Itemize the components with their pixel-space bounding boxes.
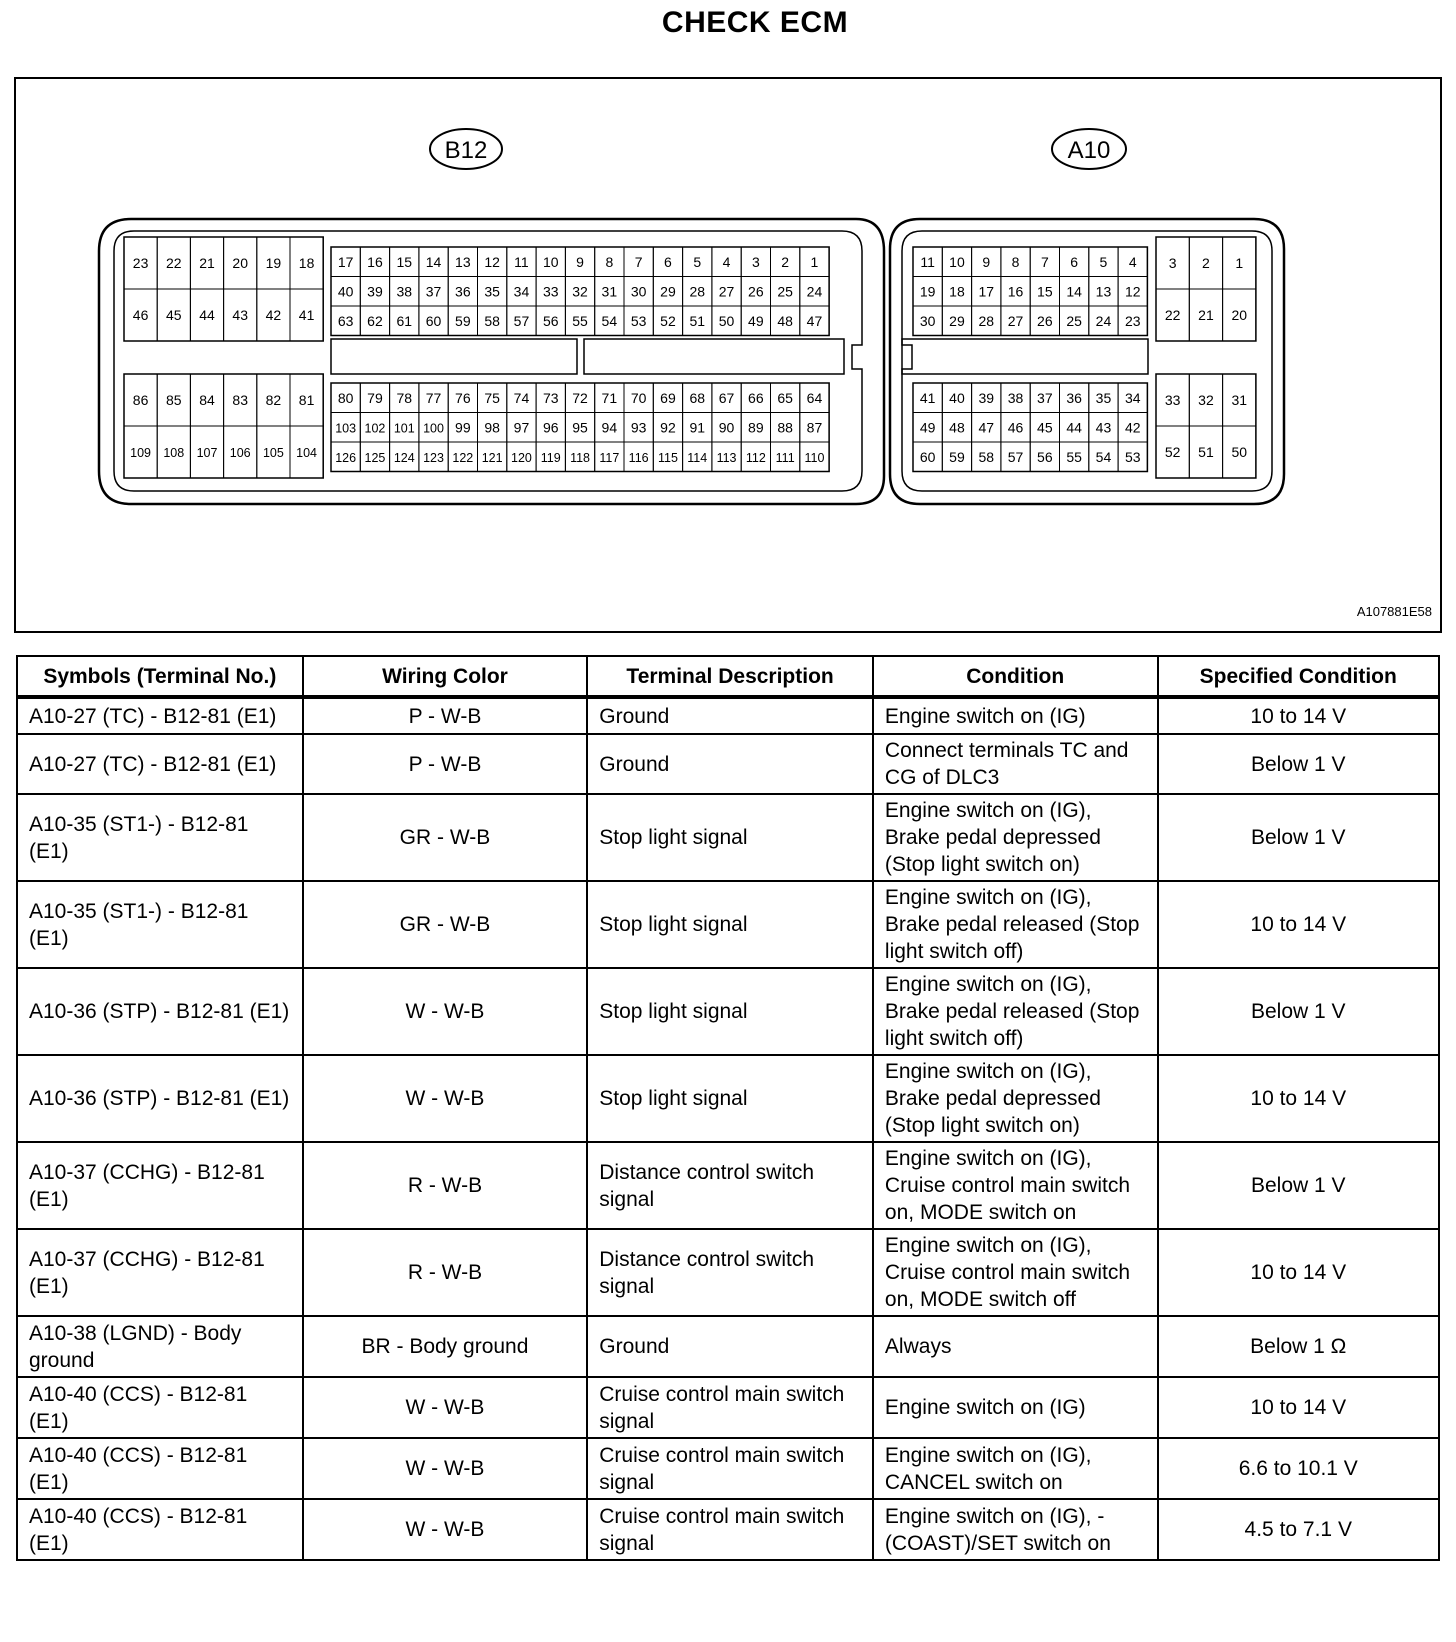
cell-condition: Engine switch on (IG), Cruise control main switch on, MODE switch off bbox=[873, 1229, 1158, 1316]
terminal-number: 87 bbox=[806, 419, 823, 436]
terminal-number: 10 bbox=[949, 253, 965, 270]
b12-key-slot-left bbox=[331, 339, 577, 374]
terminal-number: 6 bbox=[1070, 253, 1079, 270]
page-title: CHECK ECM bbox=[661, 6, 849, 39]
cell-description: Cruise control main switch signal bbox=[587, 1499, 873, 1560]
cell-condition: Always bbox=[873, 1316, 1158, 1377]
terminal-number: 49 bbox=[748, 312, 764, 329]
terminal-number: 51 bbox=[1198, 444, 1214, 460]
terminal-number: 31 bbox=[601, 283, 618, 300]
terminal-number: 3 bbox=[1168, 255, 1177, 271]
terminal-number: 73 bbox=[542, 389, 559, 406]
cell-wiring-color: R - W-B bbox=[303, 1142, 588, 1229]
terminal-number: 32 bbox=[572, 283, 588, 300]
terminal-number: 77 bbox=[425, 389, 442, 406]
terminal-number: 29 bbox=[660, 283, 676, 300]
terminal-number: 36 bbox=[455, 283, 471, 300]
terminal-number: 25 bbox=[777, 283, 793, 300]
terminal-number: 110 bbox=[804, 450, 825, 465]
terminal-number: 14 bbox=[425, 253, 442, 270]
terminal-number: 113 bbox=[716, 450, 737, 465]
cell-specified-condition: 10 to 14 V bbox=[1158, 1377, 1439, 1438]
terminal-number: 118 bbox=[570, 450, 591, 465]
terminal-number: 59 bbox=[949, 448, 965, 465]
terminal-number: 117 bbox=[599, 450, 620, 465]
terminal-number: 33 bbox=[1164, 392, 1181, 408]
cell-specified-condition: Below 1 Ω bbox=[1158, 1316, 1439, 1377]
terminal-number: 104 bbox=[296, 446, 318, 460]
terminal-number: 29 bbox=[949, 312, 965, 329]
table-row bbox=[17, 697, 1439, 734]
terminal-number: 31 bbox=[1231, 392, 1248, 408]
terminal-number: 11 bbox=[514, 253, 529, 270]
cell-wiring-color: BR - Body ground bbox=[303, 1316, 588, 1377]
terminal-number: 66 bbox=[748, 389, 764, 406]
table-row bbox=[17, 1229, 1439, 1316]
a10-key-slot bbox=[902, 339, 1148, 374]
cell-specified-condition: 10 to 14 V bbox=[1158, 697, 1439, 734]
terminal-number: 69 bbox=[660, 389, 676, 406]
terminal-number: 107 bbox=[196, 446, 218, 460]
terminal-number: 59 bbox=[455, 312, 471, 329]
terminal-number: 85 bbox=[166, 392, 182, 408]
terminal-number: 24 bbox=[1095, 312, 1112, 329]
terminal-number: 40 bbox=[949, 389, 965, 406]
terminal-number: 100 bbox=[423, 421, 444, 436]
terminal-number: 28 bbox=[978, 312, 995, 329]
cell-wiring-color: P - W-B bbox=[303, 697, 588, 734]
cell-wiring-color: W - W-B bbox=[303, 968, 588, 1055]
terminal-number: 70 bbox=[630, 389, 647, 406]
table-row bbox=[17, 734, 1439, 794]
connector-diagram bbox=[16, 79, 1444, 635]
terminal-number: 30 bbox=[630, 283, 647, 300]
cell-condition: Engine switch on (IG) bbox=[873, 1377, 1158, 1438]
cell-wiring-color: W - W-B bbox=[303, 1377, 588, 1438]
terminal-number: 27 bbox=[718, 283, 735, 300]
terminal-number: 4 bbox=[1128, 253, 1137, 270]
terminal-number: 50 bbox=[718, 312, 735, 329]
cell-description: Stop light signal bbox=[587, 881, 873, 968]
terminal-number: 96 bbox=[542, 419, 559, 436]
terminal-number: 17 bbox=[978, 283, 995, 300]
terminal-number: 72 bbox=[572, 389, 588, 406]
cell-symbol: A10-40 (CCS) - B12-81 (E1) bbox=[17, 1438, 303, 1499]
terminal-number: 39 bbox=[978, 389, 995, 406]
terminal-number: 120 bbox=[511, 450, 532, 465]
terminal-number: 22 bbox=[1164, 307, 1181, 323]
terminal-number: 37 bbox=[425, 283, 442, 300]
cell-description: Cruise control main switch signal bbox=[587, 1438, 873, 1499]
terminal-number: 105 bbox=[262, 446, 284, 460]
cell-wiring-color: GR - W-B bbox=[303, 881, 588, 968]
terminal-number: 41 bbox=[298, 307, 315, 323]
cell-condition: Engine switch on (IG), Brake pedal released (Stop light switch off) bbox=[873, 881, 1158, 968]
terminal-number: 21 bbox=[199, 255, 215, 271]
header-terminal-description: Terminal Description bbox=[587, 656, 873, 697]
terminal-number: 9 bbox=[576, 253, 584, 270]
terminal-number: 39 bbox=[367, 283, 383, 300]
terminal-number: 84 bbox=[199, 392, 215, 408]
table-row bbox=[17, 1377, 1439, 1438]
terminal-number: 13 bbox=[1095, 283, 1112, 300]
cell-description: Ground bbox=[587, 1316, 873, 1377]
table-row bbox=[17, 1055, 1439, 1142]
table-header-row bbox=[17, 656, 1439, 697]
terminal-number: 18 bbox=[949, 283, 965, 300]
terminal-number: 81 bbox=[298, 392, 315, 408]
terminal-number: 26 bbox=[748, 283, 764, 300]
terminal-number: 17 bbox=[337, 253, 354, 270]
terminal-number: 126 bbox=[335, 450, 357, 465]
terminal-number: 42 bbox=[265, 307, 282, 323]
terminal-number: 27 bbox=[1007, 312, 1024, 329]
cell-condition: Engine switch on (IG) bbox=[873, 697, 1158, 734]
terminal-number: 26 bbox=[1037, 312, 1053, 329]
terminal-number: 124 bbox=[393, 450, 415, 465]
terminal-number: 11 bbox=[920, 253, 935, 270]
terminal-number: 116 bbox=[628, 450, 649, 465]
terminal-number: 23 bbox=[1124, 312, 1141, 329]
terminal-number: 22 bbox=[166, 255, 182, 271]
header-condition: Condition bbox=[873, 656, 1158, 697]
cell-specified-condition: 10 to 14 V bbox=[1158, 881, 1439, 968]
terminal-number: 88 bbox=[777, 419, 793, 436]
cell-wiring-color: W - W-B bbox=[303, 1055, 588, 1142]
cell-condition: Engine switch on (IG), CANCEL switch on bbox=[873, 1438, 1158, 1499]
terminal-number: 98 bbox=[484, 419, 500, 436]
cell-symbol: A10-27 (TC) - B12-81 (E1) bbox=[17, 734, 303, 794]
cell-description: Stop light signal bbox=[587, 968, 873, 1055]
terminal-number: 60 bbox=[919, 448, 936, 465]
b12-key-slot-right bbox=[584, 339, 844, 374]
b12-label: B12 bbox=[444, 137, 488, 164]
terminal-number: 53 bbox=[1124, 448, 1141, 465]
terminal-number: 46 bbox=[1007, 419, 1024, 436]
terminal-number: 52 bbox=[1164, 444, 1181, 460]
terminal-number: 25 bbox=[1066, 312, 1082, 329]
terminal-number: 58 bbox=[484, 312, 500, 329]
terminal-number: 6 bbox=[664, 253, 672, 270]
terminal-number: 68 bbox=[689, 389, 706, 406]
cell-symbol: A10-27 (TC) - B12-81 (E1) bbox=[17, 697, 303, 734]
terminal-number: 92 bbox=[660, 419, 676, 436]
cell-symbol: A10-35 (ST1-) - B12-81 (E1) bbox=[17, 881, 303, 968]
cell-symbol: A10-35 (ST1-) - B12-81 (E1) bbox=[17, 794, 303, 881]
terminal-number: 50 bbox=[1231, 444, 1248, 460]
cell-wiring-color: GR - W-B bbox=[303, 794, 588, 881]
terminal-number: 43 bbox=[232, 307, 248, 323]
terminal-number: 63 bbox=[337, 312, 354, 329]
cell-specified-condition: 10 to 14 V bbox=[1158, 1055, 1439, 1142]
terminal-number: 19 bbox=[919, 283, 936, 300]
cell-symbol: A10-38 (LGND) - Body ground bbox=[17, 1316, 303, 1377]
terminal-number: 58 bbox=[978, 448, 995, 465]
terminal-number: 119 bbox=[540, 450, 561, 465]
terminal-number: 1 bbox=[810, 253, 819, 270]
terminal-number: 34 bbox=[513, 283, 530, 300]
terminal-number: 121 bbox=[481, 450, 503, 465]
cell-specified-condition: 10 to 14 V bbox=[1158, 1229, 1439, 1316]
terminal-number: 7 bbox=[634, 253, 643, 270]
terminal-number: 89 bbox=[748, 419, 764, 436]
terminal-number: 55 bbox=[1066, 448, 1082, 465]
table-row bbox=[17, 1142, 1439, 1229]
terminal-number: 19 bbox=[265, 255, 282, 271]
terminal-number: 82 bbox=[265, 392, 282, 408]
terminal-number: 80 bbox=[337, 389, 354, 406]
terminal-number: 15 bbox=[1037, 283, 1053, 300]
cell-symbol: A10-37 (CCHG) - B12-81 (E1) bbox=[17, 1229, 303, 1316]
terminal-number: 95 bbox=[572, 419, 588, 436]
terminal-number: 8 bbox=[605, 253, 614, 270]
cell-symbol: A10-36 (STP) - B12-81 (E1) bbox=[17, 1055, 303, 1142]
terminal-number: 46 bbox=[132, 307, 149, 323]
terminal-number: 55 bbox=[572, 312, 588, 329]
cell-condition: Engine switch on (IG), Brake pedal depressed (Stop light switch on) bbox=[873, 1055, 1158, 1142]
terminal-number: 42 bbox=[1124, 419, 1141, 436]
cell-specified-condition: 4.5 to 7.1 V bbox=[1158, 1499, 1439, 1560]
terminal-number: 109 bbox=[130, 446, 152, 460]
a10-label: A10 bbox=[1067, 137, 1111, 164]
terminal-number: 10 bbox=[542, 253, 559, 270]
cell-wiring-color: P - W-B bbox=[303, 734, 588, 794]
cell-specified-condition: Below 1 V bbox=[1158, 794, 1439, 881]
terminal-number: 67 bbox=[718, 389, 735, 406]
terminal-number: 99 bbox=[455, 419, 471, 436]
table-row bbox=[17, 794, 1439, 881]
terminal-number: 90 bbox=[718, 419, 735, 436]
terminal-number: 60 bbox=[425, 312, 442, 329]
cell-description: Distance control switch signal bbox=[587, 1142, 873, 1229]
terminal-number: 97 bbox=[513, 419, 530, 436]
terminal-number: 112 bbox=[745, 450, 766, 465]
cell-condition: Engine switch on (IG), Brake pedal released (Stop light switch off) bbox=[873, 968, 1158, 1055]
terminal-number: 115 bbox=[657, 450, 678, 465]
terminal-number: 15 bbox=[396, 253, 413, 270]
terminal-number: 56 bbox=[542, 312, 559, 329]
terminal-number: 13 bbox=[455, 253, 471, 270]
terminal-number: 78 bbox=[396, 389, 413, 406]
terminal-number: 57 bbox=[513, 312, 530, 329]
terminal-number: 54 bbox=[601, 312, 618, 329]
terminal-number: 32 bbox=[1198, 392, 1214, 408]
cell-description: Stop light signal bbox=[587, 794, 873, 881]
terminal-number: 20 bbox=[232, 255, 248, 271]
terminal-number: 2 bbox=[781, 253, 790, 270]
terminal-number: 36 bbox=[1066, 389, 1082, 406]
table-row bbox=[17, 881, 1439, 968]
terminal-number: 38 bbox=[1007, 389, 1024, 406]
cell-symbol: A10-40 (CCS) - B12-81 (E1) bbox=[17, 1377, 303, 1438]
terminal-number: 43 bbox=[1095, 419, 1112, 436]
table-row bbox=[17, 1316, 1439, 1377]
terminal-number: 71 bbox=[601, 389, 618, 406]
terminal-number: 30 bbox=[919, 312, 936, 329]
terminal-number: 48 bbox=[777, 312, 793, 329]
terminal-number: 108 bbox=[163, 446, 185, 460]
terminal-number: 123 bbox=[423, 450, 444, 465]
cell-condition: Connect terminals TC and CG of DLC3 bbox=[873, 734, 1158, 794]
header-wiring-color: Wiring Color bbox=[303, 656, 588, 697]
terminal-number: 35 bbox=[1095, 389, 1112, 406]
terminal-number: 122 bbox=[452, 450, 474, 465]
cell-condition: Engine switch on (IG), Cruise control main switch on, MODE switch on bbox=[873, 1142, 1158, 1229]
terminal-number: 35 bbox=[484, 283, 500, 300]
terminal-number: 47 bbox=[978, 419, 995, 436]
cell-description: Ground bbox=[587, 697, 873, 734]
cell-symbol: A10-40 (CCS) - B12-81 (E1) bbox=[17, 1499, 303, 1560]
terminal-number: 93 bbox=[630, 419, 647, 436]
terminal-number: 49 bbox=[919, 419, 936, 436]
terminal-number: 74 bbox=[513, 389, 530, 406]
terminal-number: 101 bbox=[393, 421, 415, 436]
terminal-number: 47 bbox=[806, 312, 823, 329]
terminal-number: 41 bbox=[919, 389, 936, 406]
terminal-number: 8 bbox=[1011, 253, 1020, 270]
terminal-number: 53 bbox=[630, 312, 647, 329]
header-specified-condition: Specified Condition bbox=[1158, 656, 1439, 697]
cell-wiring-color: R - W-B bbox=[303, 1229, 588, 1316]
terminal-number: 5 bbox=[693, 253, 702, 270]
terminal-number: 24 bbox=[806, 283, 823, 300]
figure-id: A107881E58 bbox=[1356, 604, 1432, 619]
terminal-number: 65 bbox=[777, 389, 793, 406]
terminal-number: 52 bbox=[660, 312, 676, 329]
terminal-number: 21 bbox=[1198, 307, 1214, 323]
terminal-number: 18 bbox=[298, 255, 315, 271]
cell-symbol: A10-37 (CCHG) - B12-81 (E1) bbox=[17, 1142, 303, 1229]
terminal-number: 64 bbox=[806, 389, 823, 406]
terminal-spec-table bbox=[16, 655, 1440, 1561]
terminal-number: 34 bbox=[1124, 389, 1141, 406]
cell-description: Distance control switch signal bbox=[587, 1229, 873, 1316]
terminal-number: 38 bbox=[396, 283, 413, 300]
terminal-number: 44 bbox=[199, 307, 215, 323]
terminal-number: 16 bbox=[1007, 283, 1024, 300]
terminal-number: 44 bbox=[1066, 419, 1082, 436]
terminal-grids bbox=[124, 237, 1256, 478]
terminal-number: 14 bbox=[1066, 283, 1082, 300]
terminal-number: 91 bbox=[689, 419, 706, 436]
terminal-number: 2 bbox=[1202, 255, 1210, 271]
terminal-number: 12 bbox=[484, 253, 500, 270]
terminal-number: 45 bbox=[166, 307, 182, 323]
header-symbols: Symbols (Terminal No.) bbox=[17, 656, 303, 697]
table-body bbox=[17, 697, 1439, 1560]
cell-specified-condition: Below 1 V bbox=[1158, 1142, 1439, 1229]
terminal-number: 1 bbox=[1235, 255, 1244, 271]
terminal-number: 7 bbox=[1040, 253, 1049, 270]
terminal-number: 37 bbox=[1037, 389, 1053, 406]
terminal-number: 94 bbox=[601, 419, 618, 436]
terminal-number: 5 bbox=[1099, 253, 1108, 270]
cell-wiring-color: W - W-B bbox=[303, 1499, 588, 1560]
terminal-number: 45 bbox=[1037, 419, 1053, 436]
table-row bbox=[17, 1499, 1439, 1560]
terminal-number: 23 bbox=[132, 255, 149, 271]
table-row bbox=[17, 968, 1439, 1055]
terminal-number: 28 bbox=[689, 283, 706, 300]
terminal-number: 86 bbox=[132, 392, 149, 408]
terminal-number: 16 bbox=[367, 253, 383, 270]
terminal-number: 106 bbox=[229, 446, 251, 460]
cell-description: Stop light signal bbox=[587, 1055, 873, 1142]
terminal-number: 111 bbox=[775, 450, 795, 465]
terminal-number: 57 bbox=[1007, 448, 1024, 465]
cell-wiring-color: W - W-B bbox=[303, 1438, 588, 1499]
terminal-number: 54 bbox=[1095, 448, 1112, 465]
cell-symbol: A10-36 (STP) - B12-81 (E1) bbox=[17, 968, 303, 1055]
terminal-number: 125 bbox=[364, 450, 386, 465]
terminal-number: 33 bbox=[542, 283, 559, 300]
terminal-number: 4 bbox=[722, 253, 731, 270]
terminal-number: 75 bbox=[484, 389, 500, 406]
terminal-number: 9 bbox=[982, 253, 991, 270]
terminal-number: 51 bbox=[689, 312, 706, 329]
terminal-number: 103 bbox=[335, 421, 357, 436]
cell-description: Cruise control main switch signal bbox=[587, 1377, 873, 1438]
terminal-number: 20 bbox=[1231, 307, 1248, 323]
cell-description: Ground bbox=[587, 734, 873, 794]
cell-condition: Engine switch on (IG), -(COAST)/SET switch on bbox=[873, 1499, 1158, 1560]
terminal-number: 3 bbox=[751, 253, 760, 270]
terminal-number: 79 bbox=[367, 389, 383, 406]
cell-specified-condition: Below 1 V bbox=[1158, 968, 1439, 1055]
ecm-connector-figure bbox=[14, 77, 1442, 633]
terminal-number: 102 bbox=[364, 421, 386, 436]
terminal-number: 62 bbox=[367, 312, 383, 329]
terminal-number: 48 bbox=[949, 419, 965, 436]
terminal-number: 76 bbox=[455, 389, 471, 406]
terminal-number: 40 bbox=[337, 283, 354, 300]
cell-specified-condition: Below 1 V bbox=[1158, 734, 1439, 794]
terminal-number: 83 bbox=[232, 392, 248, 408]
terminal-number: 56 bbox=[1037, 448, 1053, 465]
terminal-number: 114 bbox=[687, 450, 708, 465]
table-row bbox=[17, 1438, 1439, 1499]
terminal-number: 61 bbox=[396, 312, 413, 329]
cell-specified-condition: 6.6 to 10.1 V bbox=[1158, 1438, 1439, 1499]
cell-condition: Engine switch on (IG), Brake pedal depressed (Stop light switch on) bbox=[873, 794, 1158, 881]
terminal-number: 12 bbox=[1124, 283, 1141, 300]
